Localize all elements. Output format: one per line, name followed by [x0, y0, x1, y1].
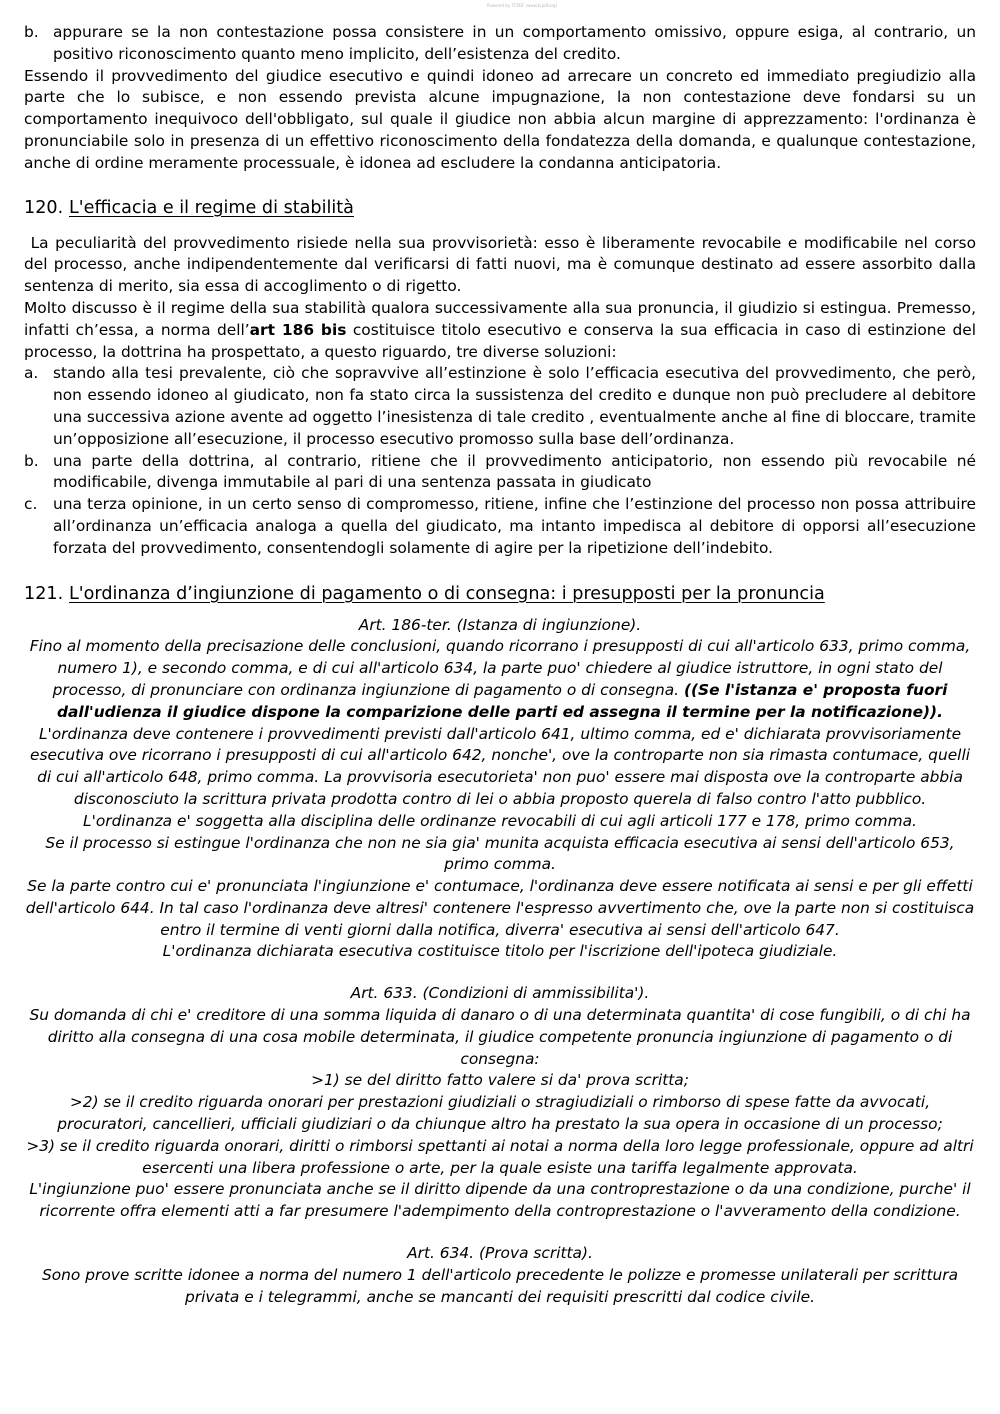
article-title: Art. 634. (Prova scritta). — [407, 1244, 593, 1263]
list-marker: a. — [24, 364, 39, 383]
article-point-3: >3) se il credito riguarda onorari, diritti o rimborsi spettanti ai notai a norma della loro legge professionale, oppure ad altri esercenti una libera professione o arte, per la quale esiste una tariffa legalmente approvata. — [26, 1136, 974, 1177]
list-marker: b. — [24, 23, 39, 41]
article-text: Fino al momento della precisazione delle conclusioni, quando ricorrano i presupposti di cui all'articolo 633, primo comma, numero 1), e secondo comma, e di cui all'articolo 634, la parte puo' chiedere al giudice istruttore, in ogni stato del processo, di pronunciare con ordinanza ingiunzione di pagamento o di consegna. — [29, 637, 971, 699]
article-paragraph: L'ordinanza dichiarata esecutiva costituisce titolo per l'iscrizione dell'ipoteca giudiziale. — [162, 942, 838, 961]
section-heading-121 — [24, 582, 976, 606]
page-header-mark: Powered by TCPDF (www.tcpdf.org) — [487, 3, 558, 8]
section-number: 120. — [24, 197, 64, 218]
section-title: L'efficacia e il regime di stabilità — [69, 197, 354, 218]
list-marker: c. — [24, 495, 38, 514]
document-page — [24, 22, 981, 1308]
section-heading-120 — [24, 196, 976, 220]
paragraph: La peculiarità del provvedimento risiede nella sua provvisorietà: esso è liberamente revocabile e modificabile nel corso del processo, anche indipendentemente dal verificarsi di fatti nuovi, ma è comunque destinato ad essere assorbito dalla sentenza di merito, sia essa di accoglimento o di rigetto. — [24, 233, 981, 296]
list-item-b — [24, 22, 976, 66]
article-reference: art 186 bis — [249, 320, 347, 339]
article-paragraph — [24, 636, 976, 723]
article-paragraph: L'ordinanza deve contenere i provvedimenti previsti dall'articolo 641, ultimo comma, ed e' dichiarata provvisoriamente esecutiva ove ricorrano i presupposti di cui all'articolo 642, nonche', ove la controparte non sia rimasta contumace, quelli di cui all'articolo 648, primo comma. La provvisoria esecutorieta' non puo' essere mai disposta ove la controparte abbia disconosciuto la scrittura privata prodotta contro di lei o abbia proposto querela di falso contro l'atto pubblico. — [29, 724, 970, 808]
article-point-2: >2) se il credito riguarda onorari per prestazioni giudiziali o stragiudiziali o rimborso di spese fatte da avvocati, procuratori, cancellieri, ufficiali giudiziari o da chiunque altro ha prestato la sua opera in occasione di un processo; — [57, 1093, 943, 1134]
list-text: appurare se la non contestazione possa consistere in un comportamento omissivo, oppure esiga, al contrario, un positivo riconoscimento quanto meno implicito, dell’esistenza del credito. — [53, 23, 976, 63]
article-point-1: >1) se del diritto fatto valere si da' prova scritta; — [311, 1071, 689, 1090]
list-text: una parte della dottrina, al contrario, ritiene che il provvedimento anticipatorio, non essendo più revocabile né modificabile, divenga immutabile al pari di una sentenza passata in giudicato — [53, 451, 976, 492]
paragraph: Essendo il provvedimento del giudice esecutivo e quindi idoneo ad arrecare un concreto ed immediato pregiudizio alla parte che lo subisce, e non essendo prevista alcune impugnazione, la non contestazione deve fondarsi su un comportamento inequivoco dell'obbligato, sul quale il giudice non abbia alcun margine di apprezzamento: l'ordinanza è pronunciabile solo in presenza di un effettivo riconoscimento della fondatezza della domanda, e qualunque contestazione, anche di ordine meramente processuale, è idonea ad escludere la condanna anticipatoria. — [24, 66, 976, 172]
article-title: Art. 633. (Condizioni di ammissibilita'). — [350, 984, 650, 1003]
section-title: L'ordinanza d’ingiunzione di pagamento o di consegna: i presupposti per la pronuncia — [69, 583, 825, 604]
article-paragraph: L'ordinanza e' soggetta alla disciplina delle ordinanze revocabili di cui agli articoli 177 e 178, primo comma. — [83, 811, 917, 830]
list-item-b — [24, 451, 976, 495]
paragraph-text: costituisce titolo esecutivo e conserva la sua efficacia in caso di estinzione del processo, la dottrina ha prospettato, a questo riguardo, tre diverse soluzioni: — [24, 320, 976, 361]
article-186-ter — [24, 615, 976, 964]
article-paragraph: Su domanda di chi e' creditore di una somma liquida di danaro o di una determinata quantita' di cose fungibili, o di chi ha diritto alla consegna di una cosa mobile determinata, il giudice competente pronuncia ingiunzione di pagamento o di consegna: — [29, 1006, 971, 1068]
list-item-a — [24, 363, 976, 450]
article-paragraph: L'ingiunzione puo' essere pronunciata anche se il diritto dipende da una controprestazione o da una condizione, purche' il ricorrente offra elementi atti a far presumere l'adempimento della controprestazione o l'avveramento della condizione. — [29, 1180, 971, 1221]
paragraph-text: Molto discusso è il regime della sua stabilità qualora successivamente alla sua pronuncia, il giudizio si estingua. Premesso, infatti ch’essa, a norma dell’ — [24, 298, 976, 339]
list-text: stando alla tesi prevalente, ciò che sopravvive all’estinzione è solo l’efficacia esecutiva del provvedimento, che però, non essendo idoneo al giudicato, non fa stato circa la sussistenza del credito e dunque non può precludere al debitore una successiva azione avente ad oggetto l’inesistenza di tale credito , eventualmente anche al fine di bloccare, tramite un’opposizione all’esecuzione, il processo esecutivo promosso sulla base dell’ordinanza. — [53, 364, 976, 448]
list-text: una terza opinione, in un certo senso di compromesso, ritiene, infine che l’estinzione del processo non possa attribuire all’ordinanza un’efficacia analoga a quella del giudicato, ma intanto impedisca al debitore di opporsi all’esecuzione forzata del provvedimento, consentendogli solamente di agire per la ripetizione dell’indebito. — [53, 495, 976, 557]
list-item-c — [24, 494, 976, 559]
article-paragraph: Sono prove scritte idonee a norma del numero 1 dell'articolo precedente le polizze e promesse unilaterali per scrittura privata e i telegrammi, anche se mancanti dei requisiti prescritti dal codice civile. — [41, 1265, 958, 1306]
article-amendment: ((Se l'istanza e' proposta fuori dall'udienza il giudice dispone la comparizione delle parti ed assegna il termine per la notificazione)). — [57, 680, 948, 721]
article-633 — [24, 983, 976, 1223]
paragraph — [24, 298, 976, 363]
article-paragraph: Se il processo si estingue l'ordinanza che non ne sia gia' munita acquista efficacia esecutiva ai sensi dell'articolo 653, primo comma. — [45, 833, 955, 874]
list-marker: b. — [24, 451, 39, 470]
article-634 — [24, 1243, 976, 1308]
article-title: Art. 186-ter. (Istanza di ingiunzione). — [358, 615, 642, 634]
section-number: 121. — [24, 583, 64, 604]
article-paragraph: Se la parte contro cui e' pronunciata l'ingiunzione e' contumace, l'ordinanza deve essere notificata ai sensi e per gli effetti dell'articolo 644. In tal caso l'ordinanza deve altresi' contenere l'espresso avvertimento che, ove la parte non si costituisca entro il termine di venti giorni dalla notifica, diverra' esecutiva ai sensi dell'articolo 647. — [25, 877, 975, 939]
